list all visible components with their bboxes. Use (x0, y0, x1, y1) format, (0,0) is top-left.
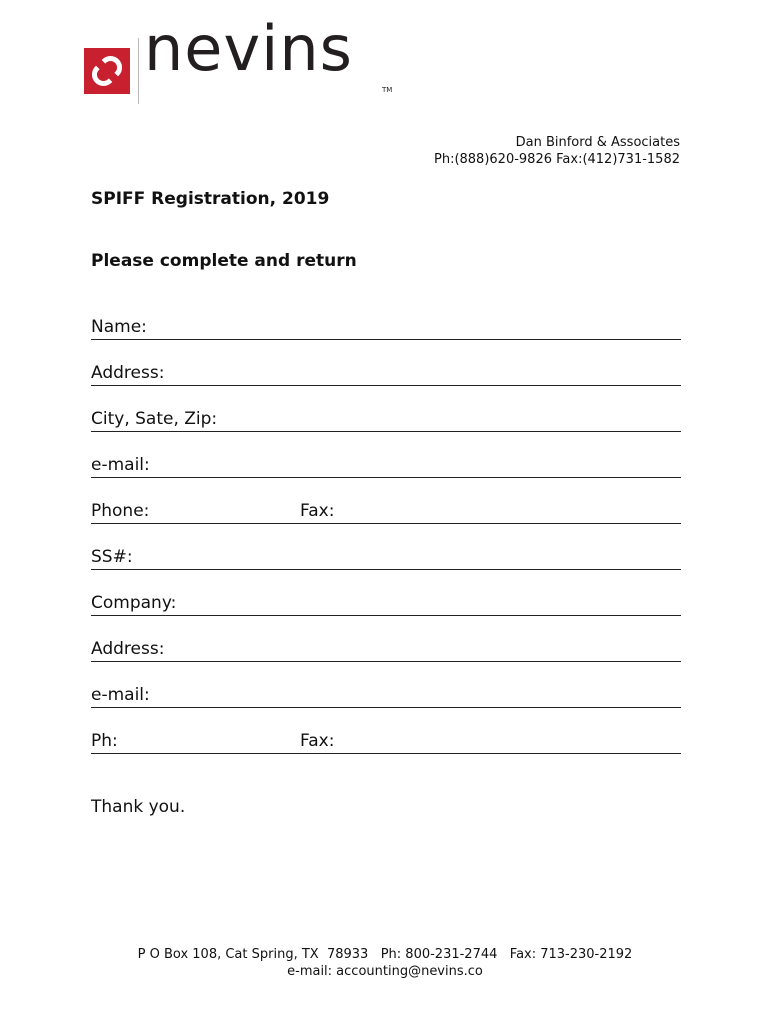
phone-fax-field-row (91, 499, 681, 524)
phone-label: Phone: (91, 501, 150, 521)
nevins-logo (84, 12, 404, 108)
address-label: Address: (91, 363, 165, 383)
company-address-input[interactable] (173, 640, 677, 660)
email-field-row (91, 453, 681, 478)
company-fax-label: Fax: (300, 731, 335, 751)
company-email-label: e-mail: (91, 685, 150, 705)
logo-trademark: TM (382, 86, 393, 94)
header-contact-line1: Dan Binford & Associates (515, 135, 680, 150)
company-address-field-row (91, 637, 681, 662)
city-field-row (91, 407, 681, 432)
company-ph-input[interactable] (127, 732, 293, 752)
fax-input[interactable] (343, 502, 677, 522)
company-field-row (91, 591, 681, 616)
address-input[interactable] (173, 364, 677, 384)
footer-address-line: P O Box 108, Cat Spring, TX 78933 Ph: 800-231-2744 Fax: 713-230-2192 (137, 947, 633, 962)
company-address-label: Address: (91, 639, 165, 659)
header-contact-line2: Ph:(888)620-9826 Fax:(412)731-1582 (433, 152, 680, 167)
company-input[interactable] (187, 594, 677, 614)
email-label: e-mail: (91, 455, 150, 475)
logo-wordmark: nevins (144, 12, 353, 85)
form-subtitle: Please complete and return (91, 251, 357, 271)
address-field-row (91, 361, 681, 386)
phone-input[interactable] (157, 502, 293, 522)
city-state-zip-input[interactable] (229, 410, 677, 430)
email-input[interactable] (159, 456, 677, 476)
form-title: SPIFF Registration, 2019 (91, 189, 330, 209)
nevins-mark-icon (84, 48, 130, 94)
company-email-input[interactable] (159, 686, 677, 706)
logo-divider (138, 38, 139, 104)
name-field-row (91, 315, 681, 340)
name-label: Name: (91, 317, 147, 337)
ss-input[interactable] (143, 548, 677, 568)
footer-email-line: e-mail: accounting@nevins.co (287, 964, 483, 979)
ss-field-row (91, 545, 681, 570)
company-email-field-row (91, 683, 681, 708)
header-contact (434, 134, 680, 168)
company-fax-input[interactable] (343, 732, 677, 752)
city-state-zip-label: City, Sate, Zip: (91, 409, 218, 429)
thank-you-text: Thank you. (91, 797, 186, 817)
footer (0, 946, 770, 980)
company-ph-fax-field-row (91, 729, 681, 754)
fax-label: Fax: (300, 501, 335, 521)
company-ph-label: Ph: (91, 731, 118, 751)
company-label: Company: (91, 593, 177, 613)
ss-label: SS#: (91, 547, 133, 567)
name-input[interactable] (153, 318, 677, 338)
